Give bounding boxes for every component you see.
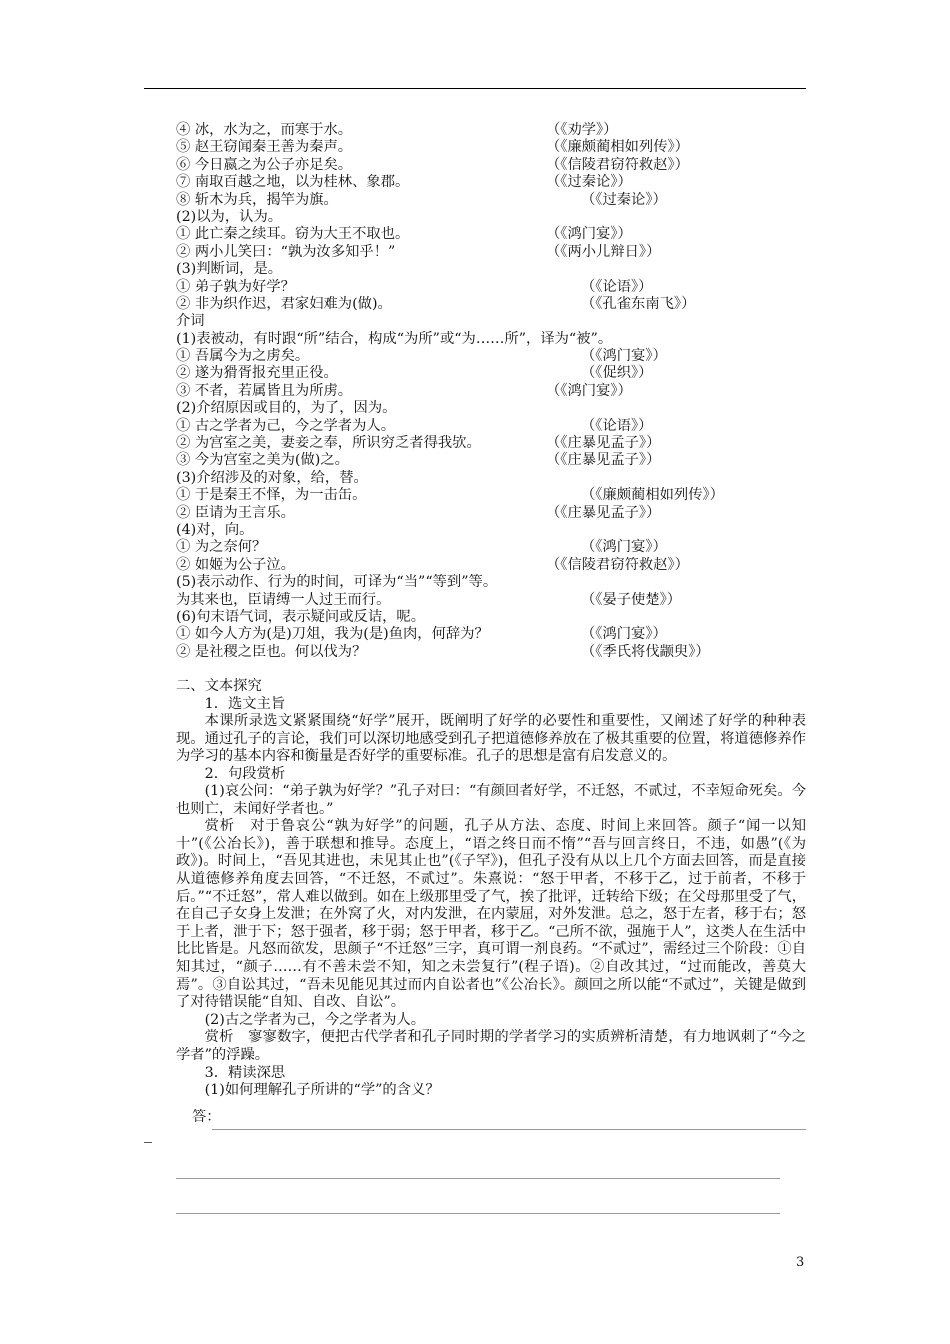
example-text: ① 古之学者为己，今之学者为人。: [176, 417, 395, 434]
example-source: （《孔雀东南飞》）: [581, 295, 696, 312]
subheading-theme: 1．选文主旨: [204, 695, 286, 712]
example-line: [176, 574, 806, 591]
example-line: [176, 348, 806, 365]
example-text: ② 两小儿笑曰：“孰为汝多知乎！”: [176, 243, 396, 260]
example-source: （《信陵君窃符救赵》）: [546, 156, 689, 173]
example-text: (4)对，向。: [176, 521, 254, 538]
example-line: [176, 418, 806, 435]
section-heading: 二、文本探究: [176, 678, 262, 695]
example-source: （《廉颇蔺相如列传》）: [581, 487, 724, 504]
example-line: [176, 209, 806, 226]
example-line: [176, 174, 806, 191]
example-line: [176, 139, 806, 156]
example-text: ⑦ 南取百越之地，以为桂林、象郡。: [176, 174, 410, 191]
example-text: ② 是社稷之臣也。何以伐为？: [176, 643, 367, 660]
quote-paragraph-1: (1)哀公问：“弟子孰为好学？”孔子对曰：“有颜回者好学，不迁怒，不贰过，不幸短命死矣。今也则亡，未闻好学者也。”: [176, 783, 806, 817]
example-source: （《廉颇蔺相如列传》）: [546, 139, 689, 156]
example-source: （《过秦论》）: [546, 174, 632, 191]
example-text: ② 非为织作迟，君家妇难为(做)。: [176, 295, 392, 312]
example-text: (2)以为，认为。: [176, 208, 283, 225]
example-line: [176, 122, 806, 139]
example-line: [176, 296, 806, 313]
example-line: [176, 505, 806, 522]
example-line: [176, 313, 806, 330]
example-source: （《两小儿辩日》）: [546, 243, 661, 260]
example-text: ② 遂为猾胥报充里正役。: [176, 365, 338, 382]
example-line: [176, 226, 806, 243]
answer-label: 答：: [192, 1109, 221, 1126]
example-source: （《庄暴见孟子》）: [546, 504, 661, 521]
example-source: （《论语》）: [581, 417, 653, 434]
example-source: （《季氏将伐颛臾》）: [581, 643, 710, 660]
example-source: （《过秦论》）: [581, 191, 667, 208]
example-line: [176, 279, 806, 296]
example-line: [176, 539, 806, 556]
example-text: ⑥ 今日嬴之为公子亦足矣。: [176, 156, 353, 173]
example-text: ② 臣请为王言乐。: [176, 504, 295, 521]
example-text: 为其来也，臣请缚一人过王而行。: [176, 591, 391, 608]
example-text: (1)表被动，有时跟“所”结合，构成“为所”或“为……所”，译为“被”。: [176, 330, 613, 347]
example-line: [176, 470, 806, 487]
page-number: 3: [796, 1255, 805, 1270]
example-text: ① 如今人方为(是)刀俎，我为(是)鱼肉，何辞为？: [176, 626, 489, 643]
example-source: （《促织》）: [581, 365, 653, 382]
example-line: [176, 592, 806, 609]
answer-line-1[interactable]: [212, 1129, 806, 1130]
example-line: [176, 365, 806, 382]
example-text: 介词: [176, 313, 205, 330]
example-text: ① 为之奈何？: [176, 539, 267, 556]
example-line: [176, 192, 806, 209]
example-source: （《鸿门宴》）: [546, 382, 632, 399]
example-line: [176, 435, 806, 452]
answer-line-3[interactable]: [176, 1213, 780, 1214]
example-line: [176, 557, 806, 574]
example-line: [176, 383, 806, 400]
header-rule: [144, 88, 806, 89]
example-line: [176, 522, 806, 539]
example-source: （《庄暴见孟子》）: [546, 452, 661, 469]
example-text: (5)表示动作、行为的时间，可译为“当”“等到”等。: [176, 574, 498, 591]
example-source: （《鸿门宴》）: [581, 539, 667, 556]
example-line: [176, 609, 806, 626]
subheading-reading: 3．精读深思: [204, 1064, 286, 1081]
example-source: （《鸿门宴》）: [581, 626, 667, 643]
example-line: [176, 400, 806, 417]
example-list: [176, 122, 806, 661]
example-text: ① 弟子孰为好学？: [176, 278, 295, 295]
answer-line-2[interactable]: [176, 1178, 780, 1179]
quote-paragraph-2: (2)古之学者为己，今之学者为人。: [204, 1011, 426, 1028]
example-line: [176, 487, 806, 504]
example-text: ③ 今为宫室之美为(做)之。: [176, 452, 349, 469]
margin-mark: [144, 1142, 152, 1143]
example-text: ④ 冰，水为之，而寒于水。: [176, 122, 353, 138]
answer-row: [176, 1109, 806, 1131]
example-text: (3)介绍涉及的对象，给，替。: [176, 469, 368, 486]
example-text: (2)介绍原因或目的，为了，因为。: [176, 400, 397, 417]
example-line: [176, 644, 806, 661]
example-line: [176, 244, 806, 261]
example-source: （《庄暴见孟子》）: [546, 435, 661, 452]
example-text: ⑤ 赵王窃闻秦王善为秦声。: [176, 139, 353, 156]
example-line: [176, 157, 806, 174]
example-source: （《鸿门宴》）: [581, 348, 667, 365]
example-text: (6)句末语气词，表示疑问或反诘，呢。: [176, 608, 425, 625]
analysis-paragraph-2: 赏析 寥寥数字，便把古代学者和孔子同时期的学者学习的实质辨析清楚，有力地讽刺了“今之学者”的浮躁。: [176, 1029, 806, 1064]
analysis-paragraph-1: 赏析 对于鲁哀公“孰为好学”的问题，孔子从方法、态度、时间上来回答。颜子“闻一以知十”(《公冶长》)，善于联想和推导。态度上，“语之终日而不惰”“吾与回言终日，不违，如愚”(《为政》)。时间上，“吾见其进也，未见其止也”(《子罕》)，但孔子没有从以上几个方面去回答，而是直接从道德修养角度去回答，“不迁怒，不贰过”。朱熹说：“怒于甲者，不移于乙，过于前者，不移于后。”“不迁怒”，常人难以做到。如在上级那里受了气，挨了批评，迁转给下级；在父母那里受了气，在自己子女身上发泄；在外窝了火，对内发泄，在内蒙屈，对外发泄。总之，怒于左者，移于右；怒于上者，泄于下；怒于强者，移于弱；怒于甲者，移于乙。“己所不欲，强施于人”，这类人在生活中比比皆是。凡怒而欲发，思颜子“不迁怒”三字，真可谓一剂良药。“不贰过”，需经过三个阶段：①自知其过，“颜子……有不善未尝不知，知之未尝复行”(程子语)。②自改其过，“过而能改，善莫大焉”。③自讼其过，“吾未见能见其过而内自讼者也”《公冶长》。颜回之所以能“不贰过”，关键是做到了对待错误能“自知、自改、自讼”。: [176, 818, 806, 1011]
example-text: ③ 不者，若属皆且为所虏。: [176, 382, 353, 399]
example-text: ② 如姬为公子泣。: [176, 556, 295, 573]
example-line: [176, 626, 806, 643]
example-text: ① 此亡秦之续耳。窃为大王不取也。: [176, 226, 410, 243]
example-source: （《晏子使楚》）: [581, 591, 682, 608]
example-line: [176, 331, 806, 348]
example-text: ② 为宫室之美，妻妾之奉，所识穷乏者得我欤。: [176, 435, 481, 452]
example-line: [176, 261, 806, 278]
example-line: [176, 452, 806, 469]
example-source: （《劝学》）: [546, 122, 618, 138]
theme-paragraph: 本课所录选文紧紧围绕“好学”展开，既阐明了好学的必要性和重要性，又阐述了好学的种种表现。通过孔子的言论，我们可以深切地感受到孔子把道德修养放在了极其重要的位置，将道德修养作为学习的基本内容和衡量是否好学的重要标准。孔子的思想是富有启发意义的。: [176, 712, 806, 765]
example-source: （《鸿门宴》）: [546, 226, 632, 243]
example-text: ① 于是秦王不怿，为一击缶。: [176, 487, 367, 504]
example-text: (3)判断词，是。: [176, 261, 283, 278]
example-source: （《论语》）: [581, 278, 653, 295]
subheading-analysis: 2．句段赏析: [204, 765, 286, 782]
question-1: (1)如何理解孔子所讲的“学”的含义？: [204, 1082, 440, 1099]
example-text: ① 吾属今为之虏矣。: [176, 348, 310, 365]
example-text: ⑧ 斩木为兵，揭竿为旗。: [176, 191, 338, 208]
example-source: （《信陵君窃符救赵》）: [546, 556, 689, 573]
page-content: [176, 122, 806, 1131]
